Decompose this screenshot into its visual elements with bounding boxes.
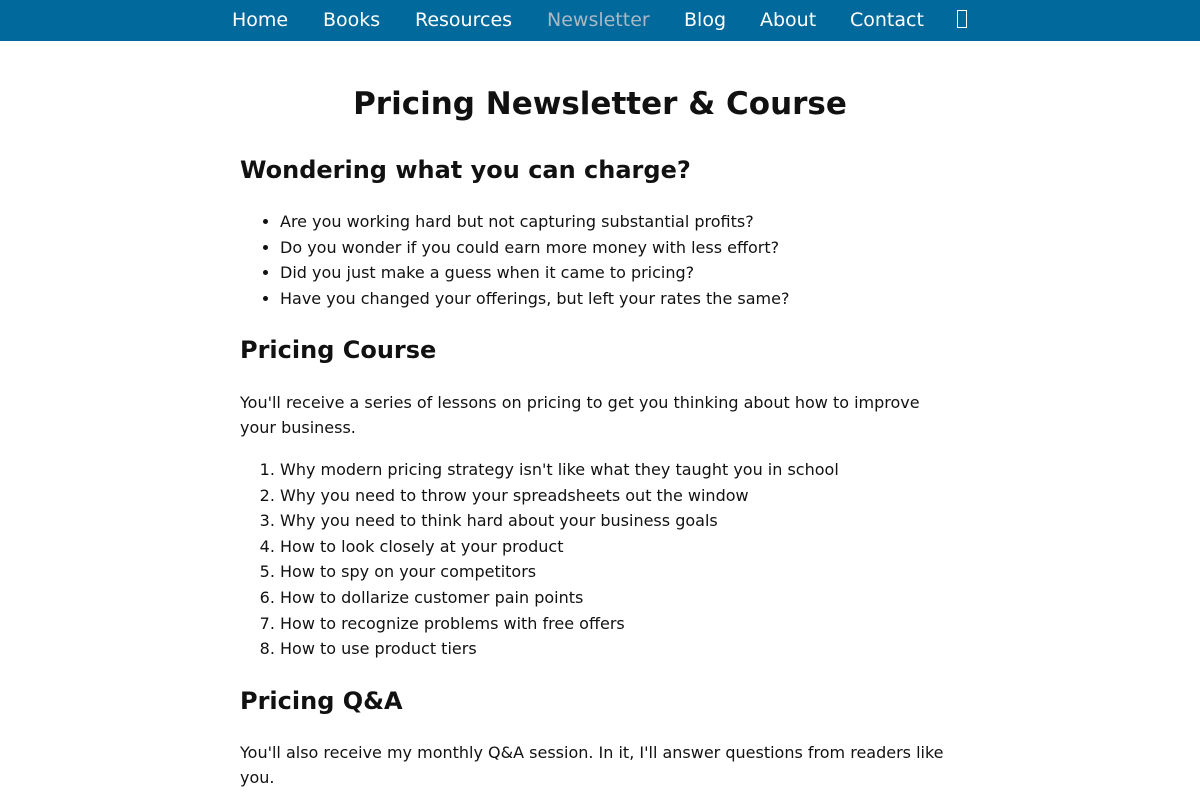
qa-intro: You'll also receive my monthly Q&A session. In it, I'll answer questions from readers like you.: [240, 743, 944, 787]
list-item: 6. How to dollarize customer pain points: [280, 585, 960, 611]
nav-books[interactable]: Books: [323, 9, 381, 31]
list-item: • Have you changed your offerings, but left your rates the same?: [280, 286, 960, 312]
nav-newsletter[interactable]: Newsletter: [547, 9, 650, 31]
question-list: [240, 209, 960, 311]
list-item: 4. How to look closely at your product: [280, 534, 960, 560]
list-item: 8. How to use product tiers: [280, 636, 960, 662]
lesson-list: [240, 457, 960, 662]
nav-contact[interactable]: Contact: [850, 9, 924, 31]
search-icon[interactable]: [957, 10, 967, 28]
list-item: 7. How to recognize problems with free offers: [280, 611, 960, 637]
top-nav: [0, 0, 1200, 41]
list-item: • Did you just make a guess when it came to pricing?: [280, 260, 960, 286]
list-item: • Are you working hard but not capturing substantial profits?: [280, 209, 960, 235]
nav-blog[interactable]: Blog: [684, 9, 726, 31]
nav-about[interactable]: About: [760, 9, 817, 31]
list-item: 3. Why you need to think hard about your business goals: [280, 508, 960, 534]
nav-resources[interactable]: Resources: [415, 9, 513, 31]
nav-home[interactable]: Home: [232, 9, 289, 31]
section-heading-course: Pricing Course: [240, 336, 437, 364]
list-item: • Do you wonder if you could earn more money with less effort?: [280, 235, 960, 261]
list-item: 2. Why you need to throw your spreadsheets out the window: [280, 483, 960, 509]
page-title: Pricing Newsletter & Course: [353, 86, 847, 122]
list-item: 5. How to spy on your competitors: [280, 559, 960, 585]
list-item: 1. Why modern pricing strategy isn't like what they taught you in school: [280, 457, 960, 483]
section-heading-wondering: Wondering what you can charge?: [240, 156, 691, 184]
course-intro: You'll receive a series of lessons on pricing to get you thinking about how to improve your business.: [240, 393, 920, 437]
section-heading-qa: Pricing Q&A: [240, 687, 403, 715]
